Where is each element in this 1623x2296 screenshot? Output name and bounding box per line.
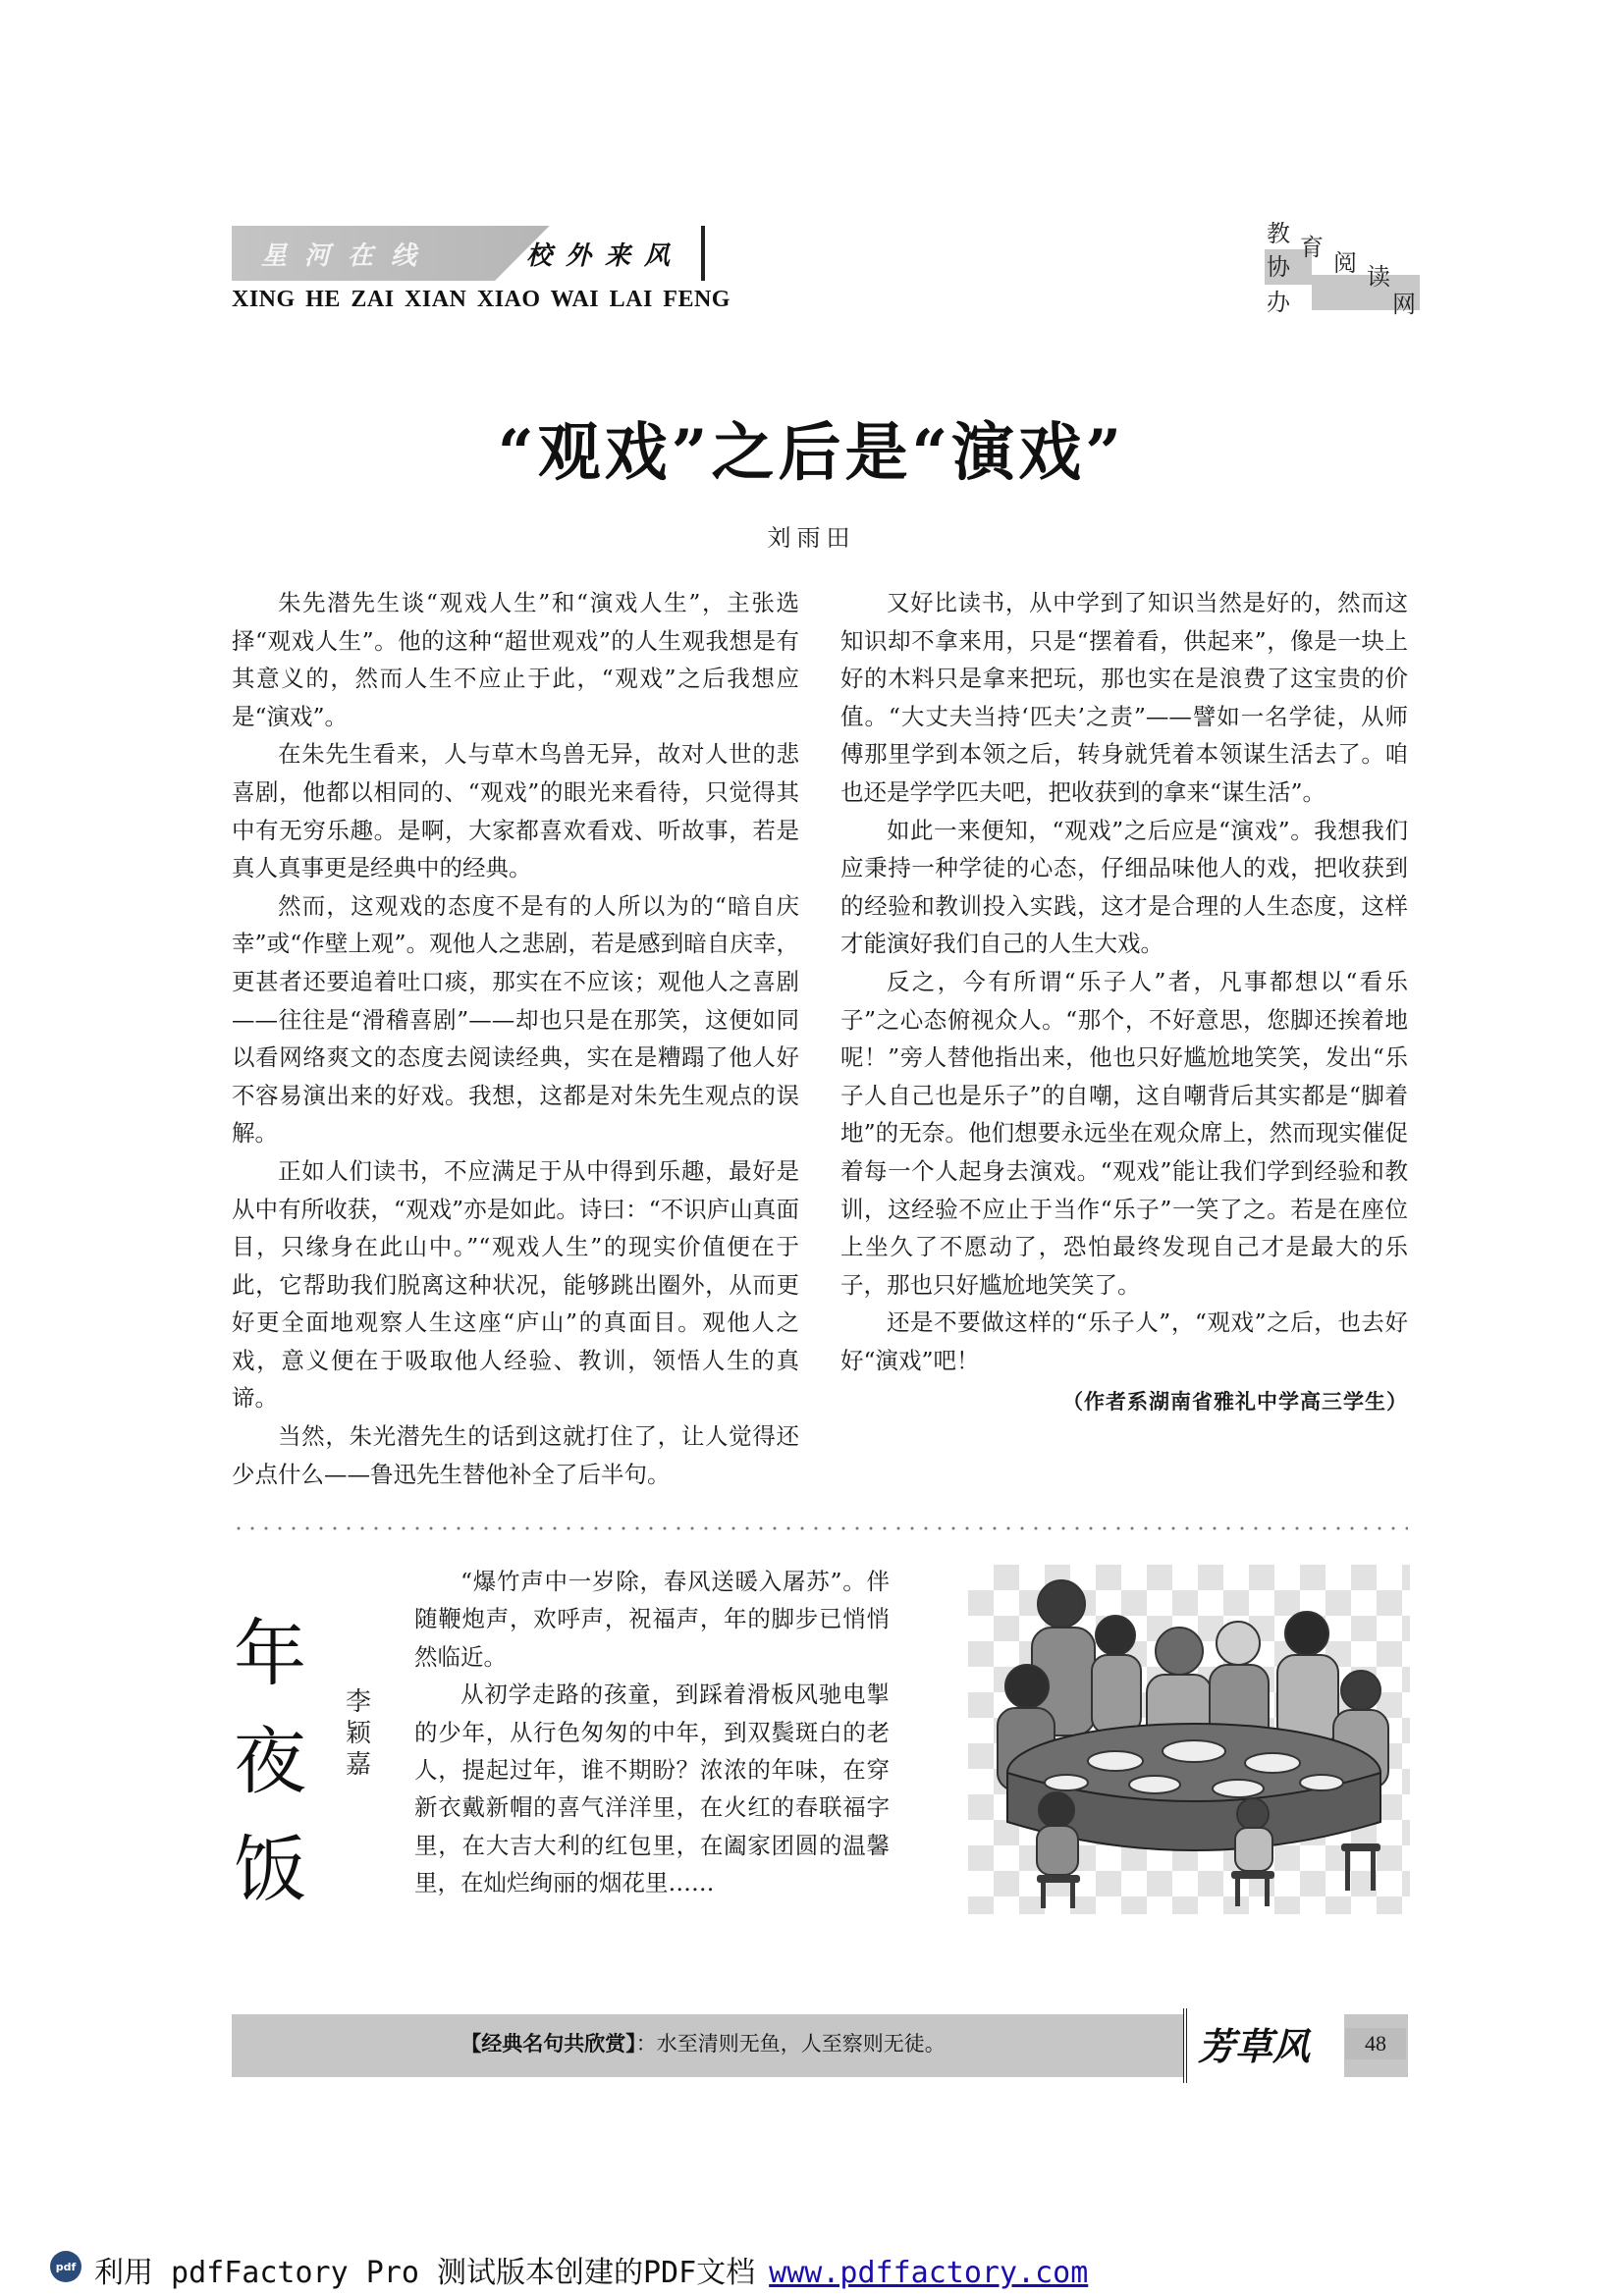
logo-char: 育 xyxy=(1300,234,1324,261)
paragraph: 正如人们读书，不应满足于从中得到乐趣，最好是从中有所收获，“观戏”亦是如此。诗曰：“不识庐山真面目，只缘身在此山中。”“观戏人生”的现实价值便在于此，它帮助我们脱离这种状况，能够跳出圈外，从而更好更全面地观察人生这座“庐山”的真面目。观他人之戏，意义便在于吸取他人经验、教训，领悟人生的真谛。 xyxy=(232,1156,799,1413)
watermark-link[interactable]: www.pdffactory.com xyxy=(769,2256,1089,2290)
sidebar-title-char: 饭 xyxy=(234,1828,306,1912)
paragraph: 然而，这观戏的态度不是有的人所以为的“暗自庆幸”或“作壁上观”。观他人之悲剧，若是感到暗自庆幸，更甚者还要追着吐口痰，那实在不应该；观他人之喜剧——往往是“滑稽喜剧”——却也只是在那笑，这便如同以看网络爽文的态度去阅读经典，实在是糟蹋了他人好不容易演出来的好戏。我想，这都是对朱先生观点的误解。 xyxy=(232,891,799,1148)
sidebar-title xyxy=(234,1600,322,1924)
paragraph: 又好比读书，从中学到了知识当然是好的，然而这知识却不拿来用，只是“摆着看，供起来”，像是一块上好的木料只是拿来把玩，那也实在是浪费了这宝贵的价值。“大丈夫当持‘匹夫’之责”——譬如一名学徒，从师傅那里学到本领之后，转身就凭着本领谋生活去了。咱也还是学学匹夫吧，把收获到的拿来“谋生活”。 xyxy=(840,589,1408,806)
author-byline: （作者系湖南省雅礼中学高三学生） xyxy=(1062,1390,1408,1415)
footer-quote xyxy=(232,2028,1174,2057)
magazine-brand: 芳草风 xyxy=(1198,2024,1311,2068)
article-title: “观戏”之后是“演戏” xyxy=(497,416,1126,490)
paragraph: 如此一来便知，“观戏”之后应是“演戏”。我想我们应秉持一种学徒的心态，仔细品味他人的戏，把收获到的经验和教训投入实践，这才是合理的人生态度，这样才能演好我们自己的人生大戏。 xyxy=(840,816,1408,958)
logo-char: 阅 xyxy=(1333,249,1357,277)
family-dinner-illustration xyxy=(968,1565,1410,1914)
section-pinyin: XING HE ZAI XIAN XIAO WAI LAI FENG xyxy=(232,287,730,312)
paragraph: 在朱先生看来，人与草木鸟兽无异，故对人世的悲喜剧，他都以相同的、“观戏”的眼光来看待，只觉得其中有无穷乐趣。是啊，大家都喜欢看戏、听故事，若是真人真事更是经典中的经典。 xyxy=(232,740,799,882)
sidebar-text xyxy=(414,1563,890,1902)
article-column-right xyxy=(840,584,1408,1422)
family-dinner-drawing xyxy=(968,1565,1410,1914)
page-number: 48 xyxy=(1345,2028,1406,2059)
footer-quote-label: 【经典名句共欣赏】 xyxy=(460,2032,636,2056)
sidebar-author-char: 嘉 xyxy=(346,1750,372,1780)
footer-quote-text: ：水至清则无鱼，人至察则无徒。 xyxy=(635,2032,946,2056)
sidebar-author-char: 颖 xyxy=(346,1719,372,1748)
paragraph: 从初学走路的孩童，到踩着滑板风驰电掣的少年，从行色匆匆的中年，到双鬓斑白的老人，提起过年，谁不期盼？浓浓的年味，在穿新衣戴新帽的喜气洋洋里，在火红的春联福字里，在大吉大利的红包里，在阖家团圆的温馨里，在灿烂绚丽的烟花里…… xyxy=(414,1681,890,1897)
sidebar-title-char: 夜 xyxy=(234,1720,306,1804)
section-label-left: 星河在线 xyxy=(261,241,435,271)
pdf-icon-label: pdf xyxy=(55,2261,77,2273)
logo-char: 网 xyxy=(1392,291,1416,318)
logo-char: 教 xyxy=(1267,220,1290,247)
logo-char: 读 xyxy=(1367,263,1390,291)
paragraph: 还是不要做这样的“乐子人”，“观戏”之后，也去好好“演戏”吧！ xyxy=(840,1308,1408,1374)
paragraph: “爆竹声中一岁除，春风送暖入屠苏”。伴随鞭炮声，欢呼声，祝福声，年的脚步已悄悄然临近。 xyxy=(414,1568,890,1671)
section-divider xyxy=(232,1525,1408,1531)
section-banner xyxy=(232,226,705,281)
logo-char: 协 xyxy=(1267,253,1290,281)
logo-char: 办 xyxy=(1267,289,1290,316)
paragraph: 反之，今有所谓“乐子人”者，凡事都想以“看乐子”之心态俯视众人。“那个，不好意思，您脚还挨着地呢！”旁人替他指出来，他也只好尴尬地笑笑，发出“乐子人自己也是乐子”的自嘲，这自嘲背后其实都是“脚着地”的无奈。他们想要永远坐在观众席上，然而现实催促着每一个人起身去演戏。“观戏”能让我们学到经验和教训，这经验不应止于当作“乐子”一笑了之。若是在座位上坐久了不愿动了，恐怕最终发现自己才是最大的乐子，那也只好尴尬地笑笑了。 xyxy=(840,967,1408,1299)
pdf-icon xyxy=(49,2250,82,2283)
association-logo xyxy=(1265,214,1420,318)
sidebar-author xyxy=(346,1686,375,1781)
sidebar-title-char: 年 xyxy=(234,1612,306,1696)
sidebar-author-char: 李 xyxy=(346,1687,372,1717)
paragraph: 当然，朱光潜先生的话到这就打住了，让人觉得还少点什么——鲁迅先生替他补全了后半句。 xyxy=(232,1422,799,1488)
paragraph: 朱先潜先生谈“观戏人生”和“演戏人生”，主张选择“观戏人生”。他的这种“超世观戏”的人生观我想是有其意义的，然而人生不应止于此，“观戏”之后我想应是“演戏”。 xyxy=(232,589,799,730)
watermark-text xyxy=(94,2248,1088,2291)
section-label-right: 校外来风 xyxy=(525,241,683,271)
watermark-message: 利用 pdfFactory Pro 测试版本创建的PDF文档 xyxy=(94,2256,756,2290)
article-author: 刘雨田 xyxy=(767,524,856,552)
article-column-left xyxy=(232,584,799,1493)
